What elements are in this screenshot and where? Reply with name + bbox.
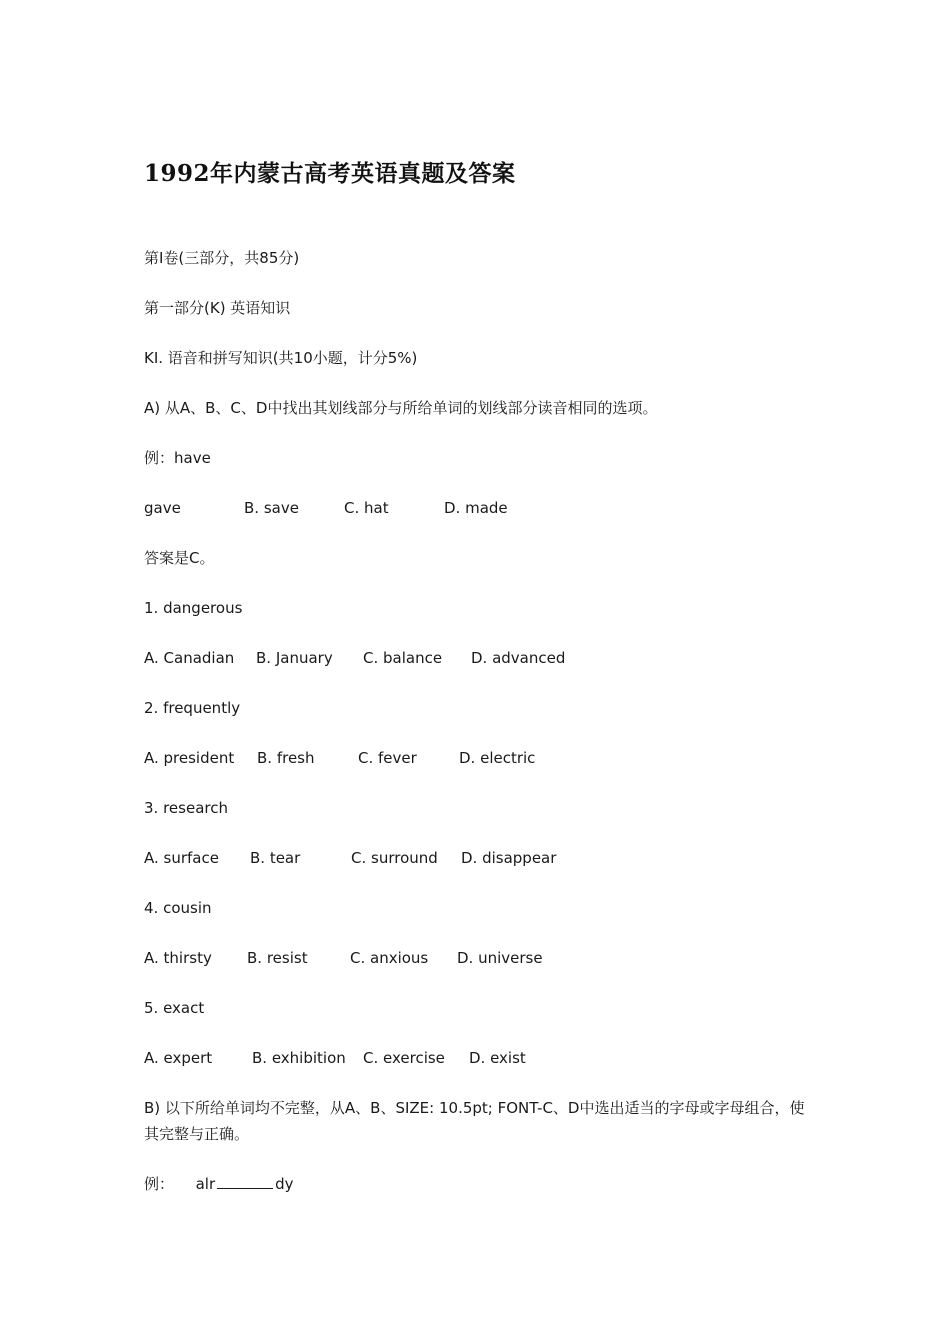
example-b-end: dy [275,1175,294,1193]
option-c: C. surround [351,849,438,867]
option-a: A. surface [144,849,219,867]
option-b: B. tear [250,849,301,867]
option-a: A. expert [144,1049,213,1067]
option-c: C. fever [358,749,417,767]
option-c: C. anxious [350,949,429,967]
example-option: C. hat [344,499,389,517]
part-heading: 第一部分(K) 英语知识 [144,299,291,317]
option-d: D. universe [457,949,543,967]
example-b-label: 例： [144,1175,175,1193]
question-options-row [144,848,644,868]
section-heading: KI. 语音和拼写知识(共10小题，计分5%) [144,349,418,367]
option-b: B. exhibition [252,1049,346,1067]
instruction-a: A) 从A、B、C、D中找出其划线部分与所给单词的划线部分读音相同的选项。 [144,399,658,417]
question-word: 5. exact [144,999,205,1017]
option-d: D. advanced [471,649,566,667]
example-b-start: alr [195,1175,216,1193]
question-options-row [144,748,644,768]
example-options-row [144,498,644,518]
example-answer: 答案是C。 [144,549,215,567]
option-b: B. fresh [257,749,315,767]
option-d: D. electric [459,749,536,767]
example-option: gave [144,499,181,517]
option-c: C. balance [363,649,443,667]
option-b: B. January [256,649,333,667]
example-label: 例：have [144,449,211,467]
question-word: 4. cousin [144,899,212,917]
example-option: D. made [444,499,508,517]
fill-in-blank [217,1174,273,1189]
document-title: 1992年内蒙古高考英语真题及答案 [144,160,516,187]
option-b: B. resist [247,949,308,967]
example-option: B. save [244,499,299,517]
option-d: D. exist [469,1049,526,1067]
option-a: A. president [144,749,235,767]
volume-heading: 第I卷(三部分，共85分) [144,249,300,267]
question-options-row [144,1048,644,1068]
instruction-b: B) 以下所给单词均不完整，从A、B、SIZE: 10.5pt; FONT-C、D中选出适当的字母或字母组合，使其完整与正确。 [144,1099,805,1143]
question-word: 1. dangerous [144,599,243,617]
question-word: 3. research [144,799,228,817]
question-options-row [144,948,644,968]
option-a: A. thirsty [144,949,212,967]
question-word: 2. frequently [144,699,241,717]
option-a: A. Canadian [144,649,235,667]
option-c: C. exercise [363,1049,445,1067]
option-d: D. disappear [461,849,557,867]
question-options-row [144,648,644,668]
example-b [144,1174,294,1194]
